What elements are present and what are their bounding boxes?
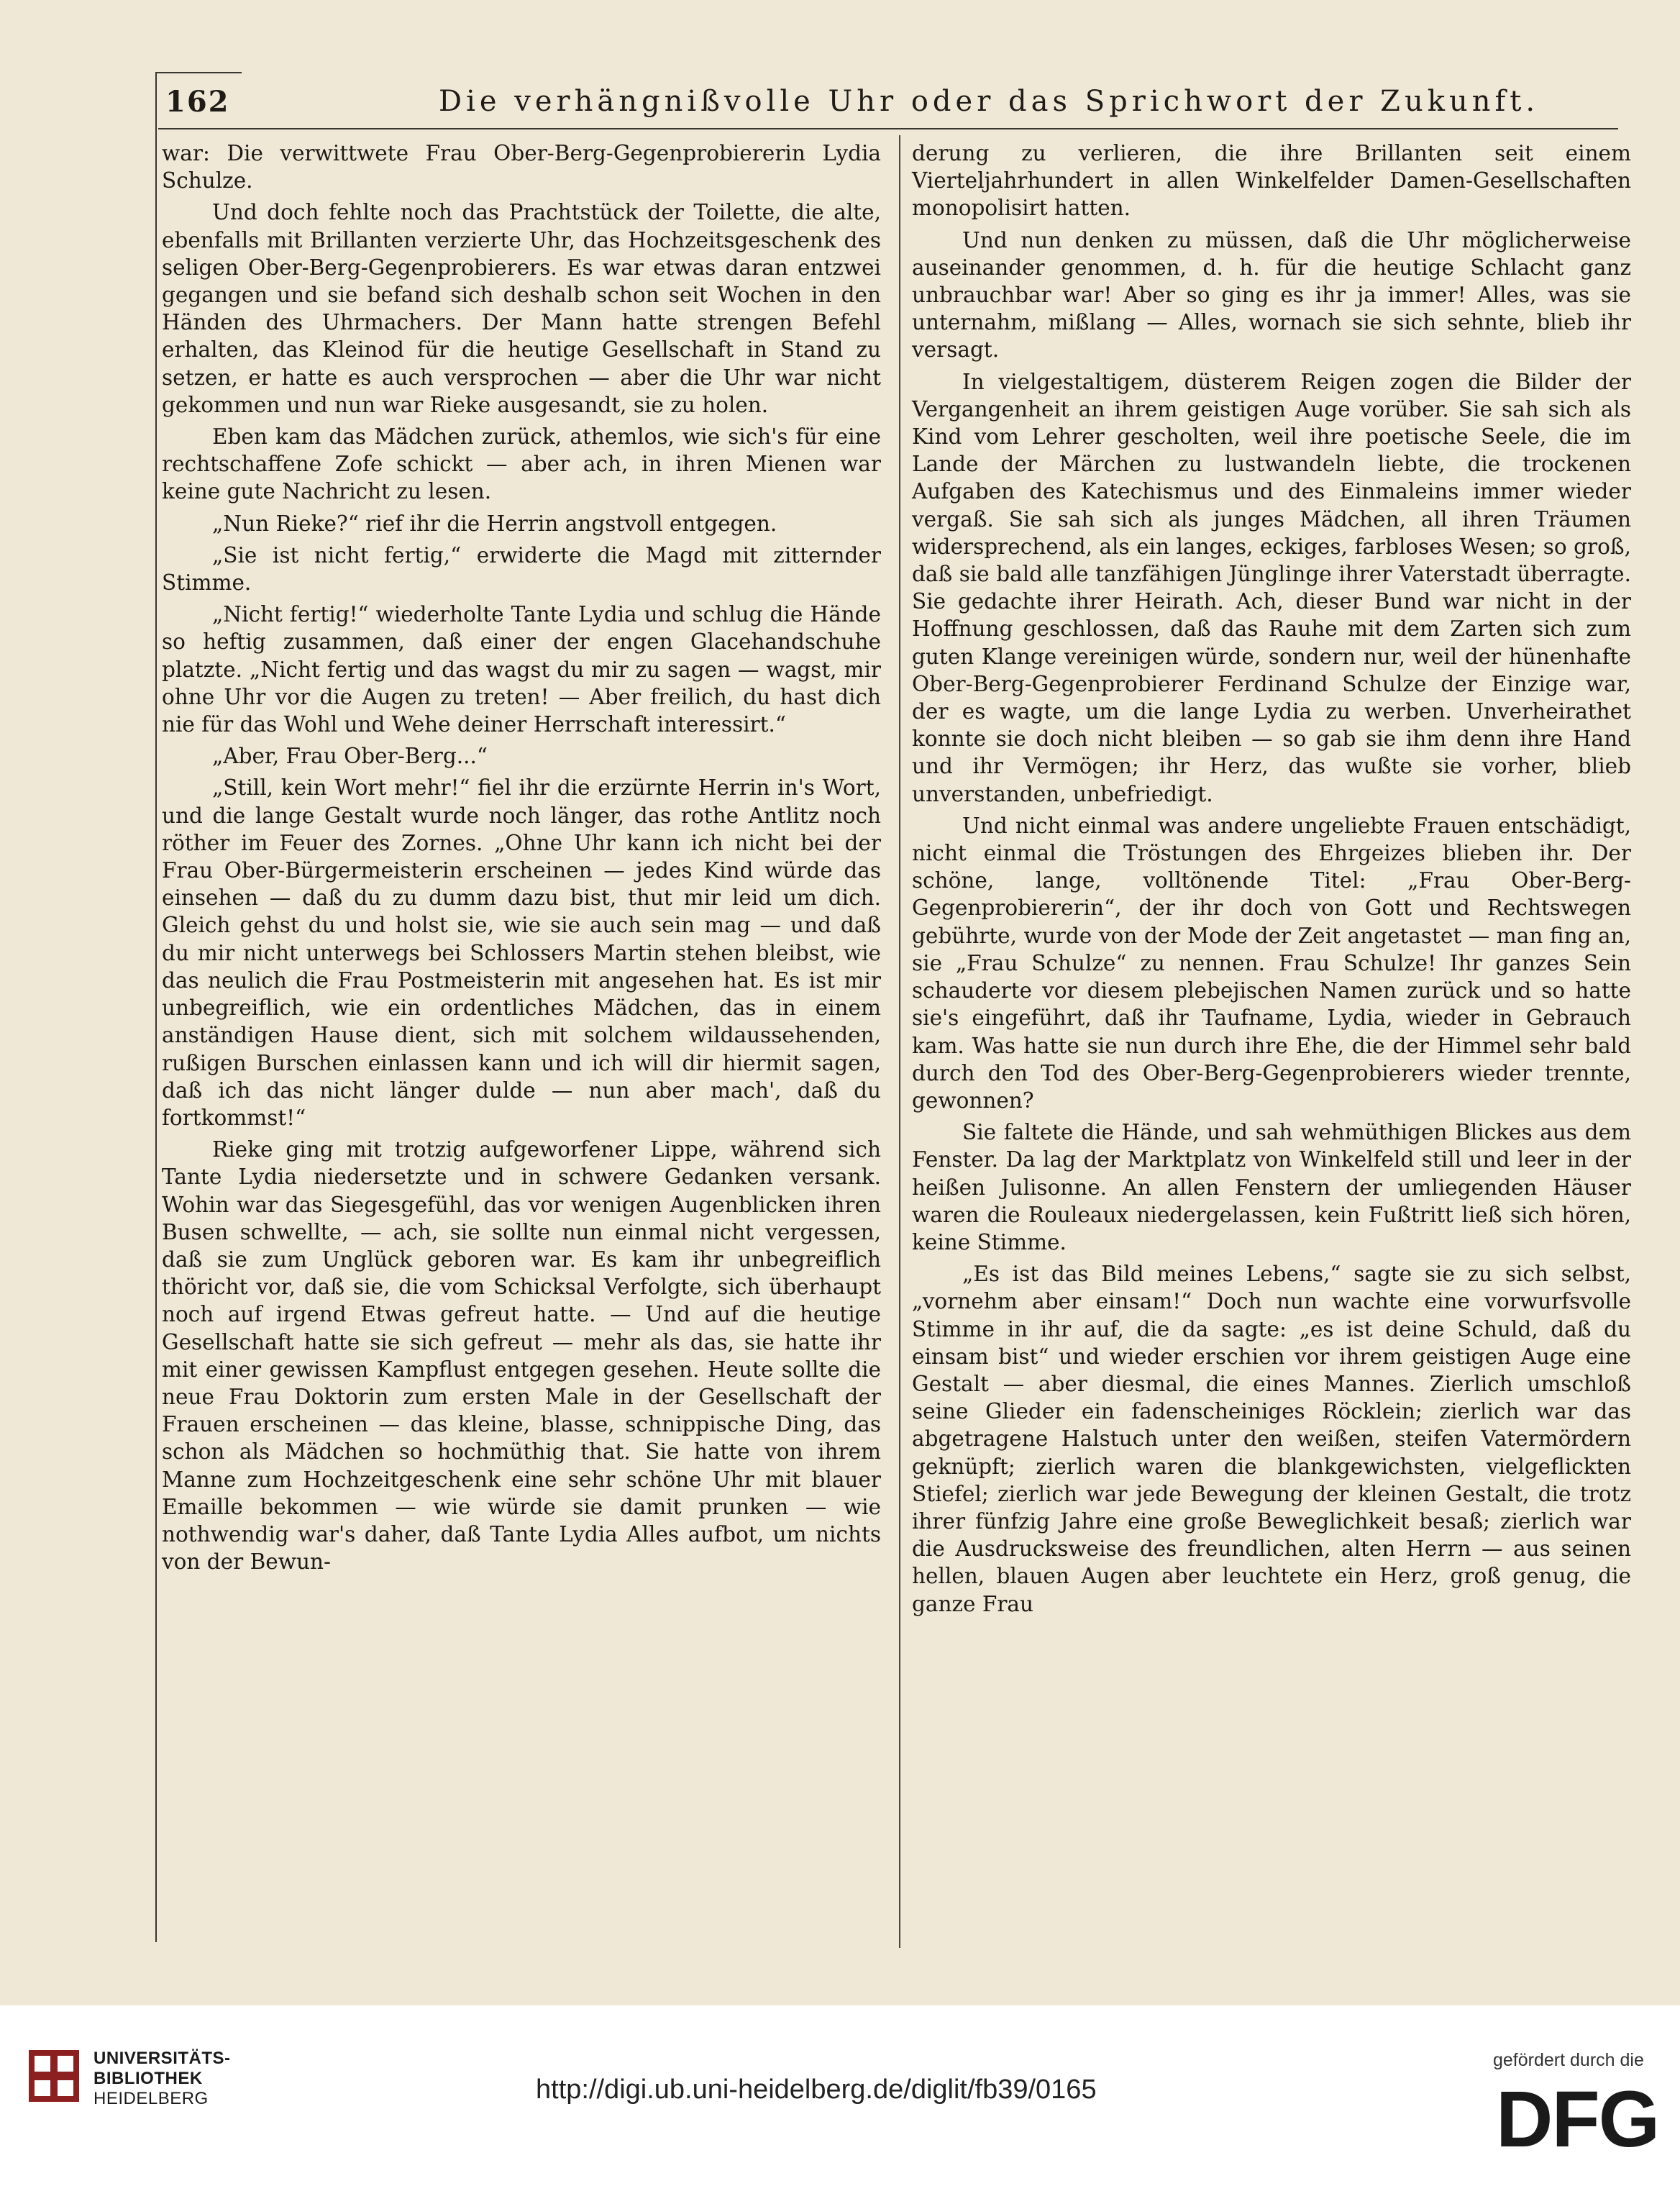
viewer-footer xyxy=(0,2005,1680,2209)
paragraph: „Aber, Frau Ober-Berg...“ xyxy=(212,744,488,769)
running-title: Die verhängnißvolle Uhr oder das Sprichwort der Zukunft. xyxy=(439,85,1540,118)
paragraph: Sie faltete die Hände, und sah wehmüthigen Blickes aus dem Fenster. Da lag der Marktplatz von Winkelfeld still und leer in der heißen Julisonne. An allen Fenstern der umliegenden Häuser waren die Rouleaux niedergelassen, kein Fußtritt ließ sich hören, keine Stimme. xyxy=(912,1120,1631,1254)
dfg-logo: DFG xyxy=(1496,2075,1659,2164)
university-library-logo-icon xyxy=(29,2050,79,2102)
paragraph: Rieke ging mit trotzig aufgeworfener Lippe, während sich Tante Lydia niedersetzte und in schwere Gedanken versank. Wohin war das Siegesgefühl, das vor wenigen Augenblicken ihren Busen schwellte, — ach, sie sollte nun einmal nicht vergessen, daß sie zum Unglück geboren war. Es kam ihr unbegreiflich thöricht vor, daß sie, die vom Schicksal Verfolgte, sich überhaupt noch auf irgend Etwas gefreut hatte. — Und auf die heutige Gesellschaft hatte sie sich gefreut — mehr als das, sie hatte ihr mit einer gewissen Kampflust entgegen gesehen. Heute sollte die neue Frau Doktorin zum ersten Male in der Gesellschaft der Frauen erscheinen — das kleine, blasse, schnippische Ding, das schon als Mädchen so hochmüthig that. Sie hatte von ihrem Manne zum Hochzeitgeschenk eine sehr schöne Uhr mit blauer Emaille bekommen — wie würde sie damit prunken — wie nothwendig war's daher, daß Tante Lydia Alles aufbot, um nichts von der Bewun- xyxy=(162,1137,881,1575)
paragraph: Und doch fehlte noch das Prachtstück der Toilette, die alte, ebenfalls mit Brillanten verzierte Uhr, das Hochzeitsgeschenk des seligen Ober-Berg-Gegenprobierers. Es war etwas daran entzwei gegangen und sie befand sich deshalb schon seit Wochen in den Händen des Uhrmachers. Der Mann hatte strengen Befehl erhalten, das Kleinod für die heutige Gesellschaft in Stand zu setzen, er hatte es auch versprochen — aber die Uhr war nicht gekommen und nun war Rieke ausgesandt, sie zu holen. xyxy=(162,200,881,417)
paragraph: „Sie ist nicht fertig,“ erwiderte die Magd mit zitternder Stimme. xyxy=(162,542,881,596)
permalink-url[interactable]: http://digi.ub.uni-heidelberg.de/diglit/fb39/0165 xyxy=(536,2074,1097,2105)
paragraph: „Still, kein Wort mehr!“ fiel ihr die erzürnte Herrin in's Wort, und die lange Gestalt wurde noch länger, das rothe Antlitz noch röther im Feuer des Zornes. „Ohne Uhr kann ich nicht bei der Frau Ober-Bürgermeisterin erscheinen — jedes Kind würde das einsehen — daß du zu dumm dazu bist, thut mir leid um dich. Gleich gehst du und holst sie, wie sie auch sein mag — und daß du mir nicht unterwegs bei Schlossers Martin stehen bleibst, wie das neulich die Frau Postmeisterin mit angesehen hat. Es ist mir unbegreiflich, wie ein ordentliches Mädchen, das in einem anständigen Hause dient, sich mit solchem wildaussehenden, rußigen Burschen einlassen kann und ich will dir hiermit sagen, daß ich das nicht länger dulde — nun aber mach', daß du fortkommst!“ xyxy=(162,775,881,1130)
paragraph: „Es ist das Bild meines Lebens,“ sagte sie zu sich selbst, „vornehm aber einsam!“ Doch nun wachte eine vorwurfsvolle Stimme in ihr auf, die da sagte: „es ist deine Schuld, daß du einsam bist“ und wieder erschien vor ihrem geistigen Auge eine Gestalt — aber diesmal, die eines Mannes. Zierlich umschloß seine Glieder ein fadenscheiniges Röcklein; zierlich war das abgetragene Halstuch unter den weißen, steifen Vatermördern geknüpft; zierlich waren die blankgewichsten, vielgeflickten Stiefel; zierlich war jede Bewegung der kleinen Gestalt, die trotz ihrer fünfzig Jahre eine große Beweglichkeit besaß; zierlich war die Ausdrucksweise des freundlichen, alten Herrn — aus seinen hellen, blauen Augen aber leuchtete ein Herz, groß genug, die ganze Frau xyxy=(912,1262,1631,1616)
paragraph: Und nun denken zu müssen, daß die Uhr möglicherweise auseinander genommen, d. h. für die heutige Schlacht ganz unbrauchbar war! Aber so ging es ihr ja immer! Alles, was sie unternahm, mißlang — Alles, wornach sie sich sehnte, blieb ihr versagt. xyxy=(912,227,1631,363)
page-number: 162 xyxy=(165,85,230,119)
library-name xyxy=(93,2049,231,2109)
paragraph: „Nicht fertig!“ wiederholte Tante Lydia und schlug die Hände so heftig zusammen, daß einer der engen Glacehandschuhe platzte. „Nicht fertig und das wagst du mir zu sagen — wagst, mir ohne Uhr vor die Augen zu treten! — Aber freilich, du hast dich nie für das Wohl und Wehe deiner Herrschaft interessirt.“ xyxy=(162,602,881,737)
header-rule xyxy=(158,128,1618,129)
paragraph: Und nicht einmal was andere ungeliebte Frauen entschädigt, nicht einmal die Tröstungen des Ehrgeizes blieben ihr. Der schöne, lange, volltönende Titel: „Frau Ober-Berg-Gegenprobiererin“, der ihr doch von Gott und Rechtswegen gebührte, wurde von der Mode der Zeit angetastet — man fing an, sie „Frau Schulze“ zu nennen. Frau Schulze! Ihr ganzes Sein schauderte vor diesem plebejischen Namen zurück und so hatte sie's eingeführt, daß ihr Taufname, Lydia, wieder in Gebrauch kam. Was hatte sie nun durch ihre Ehe, die der Himmel sehr bald durch den Tod des Ober-Berg-Gegenprobierers wieder trennte, gewonnen? xyxy=(912,813,1631,1113)
paragraph: „Nun Rieke?“ rief ihr die Herrin angstvoll entgegen. xyxy=(212,511,777,536)
library-name-line: BIBLIOTHEK xyxy=(93,2069,203,2088)
continued-paragraph: derung zu verlieren, die ihre Brillanten seit einem Vierteljahrhundert in allen Winkelfelder Damen-Gesellschaften monopolisirt hatten. xyxy=(912,141,1631,221)
funded-by-label: gefördert durch die xyxy=(1493,2050,1644,2070)
left-text-column xyxy=(162,140,881,1580)
page-border-left xyxy=(155,72,157,1942)
library-name-line: UNIVERSITÄTS- xyxy=(93,2049,231,2068)
library-name-line: HEIDELBERG xyxy=(93,2089,209,2108)
right-text-column xyxy=(912,140,1631,1622)
page-header xyxy=(158,85,1625,128)
paragraph: Eben kam das Mädchen zurück, athemlos, wie sich's für eine rechtschaffene Zofe schickt — aber ach, in ihren Mienen war keine gute Nachricht zu lesen. xyxy=(162,424,881,504)
continued-paragraph: war: Die verwittwete Frau Ober-Berg-Gegenprobiererin Lydia Schulze. xyxy=(162,141,881,193)
page-border-corner xyxy=(155,72,242,73)
column-divider xyxy=(899,135,900,1948)
paragraph: In vielgestaltigem, düsterem Reigen zogen die Bilder der Vergangenheit an ihrem geistigen Auge vorüber. Sie sah sich als Kind vom Lehrer gescholten, weil ihre poetische Seele, die im Lande der Märchen zu lustwandeln liebte, die trockenen Aufgaben des Katechismus und des Einmaleins immer wieder vergaß. Sie sah sich als junges Mädchen, all ihren Träumen widersprechend, als ein langes, eckiges, farbloses Wesen; so groß, daß sie bald alle tanzfähigen Jünglinge ihrer Vaterstadt überragte. Sie gedachte ihrer Heirath. Ach, dieser Bund war nicht in der Hoffnung geschlossen, daß das Rauhe mit dem Zarten sich zum guten Klange vereinigen würde, sondern nur, weil der hünenhafte Ober-Berg-Gegenprobierer Ferdinand Schulze der Einzige war, der es wagte, um die lange Lydia zu werben. Unverheirathet konnte sie doch nicht bleiben — so gab sie ihm denn ihre Hand und ihr Vermögen; ihr Herz, das wußte sie vorher, blieb unverstanden, unbefriedigt. xyxy=(912,369,1631,806)
